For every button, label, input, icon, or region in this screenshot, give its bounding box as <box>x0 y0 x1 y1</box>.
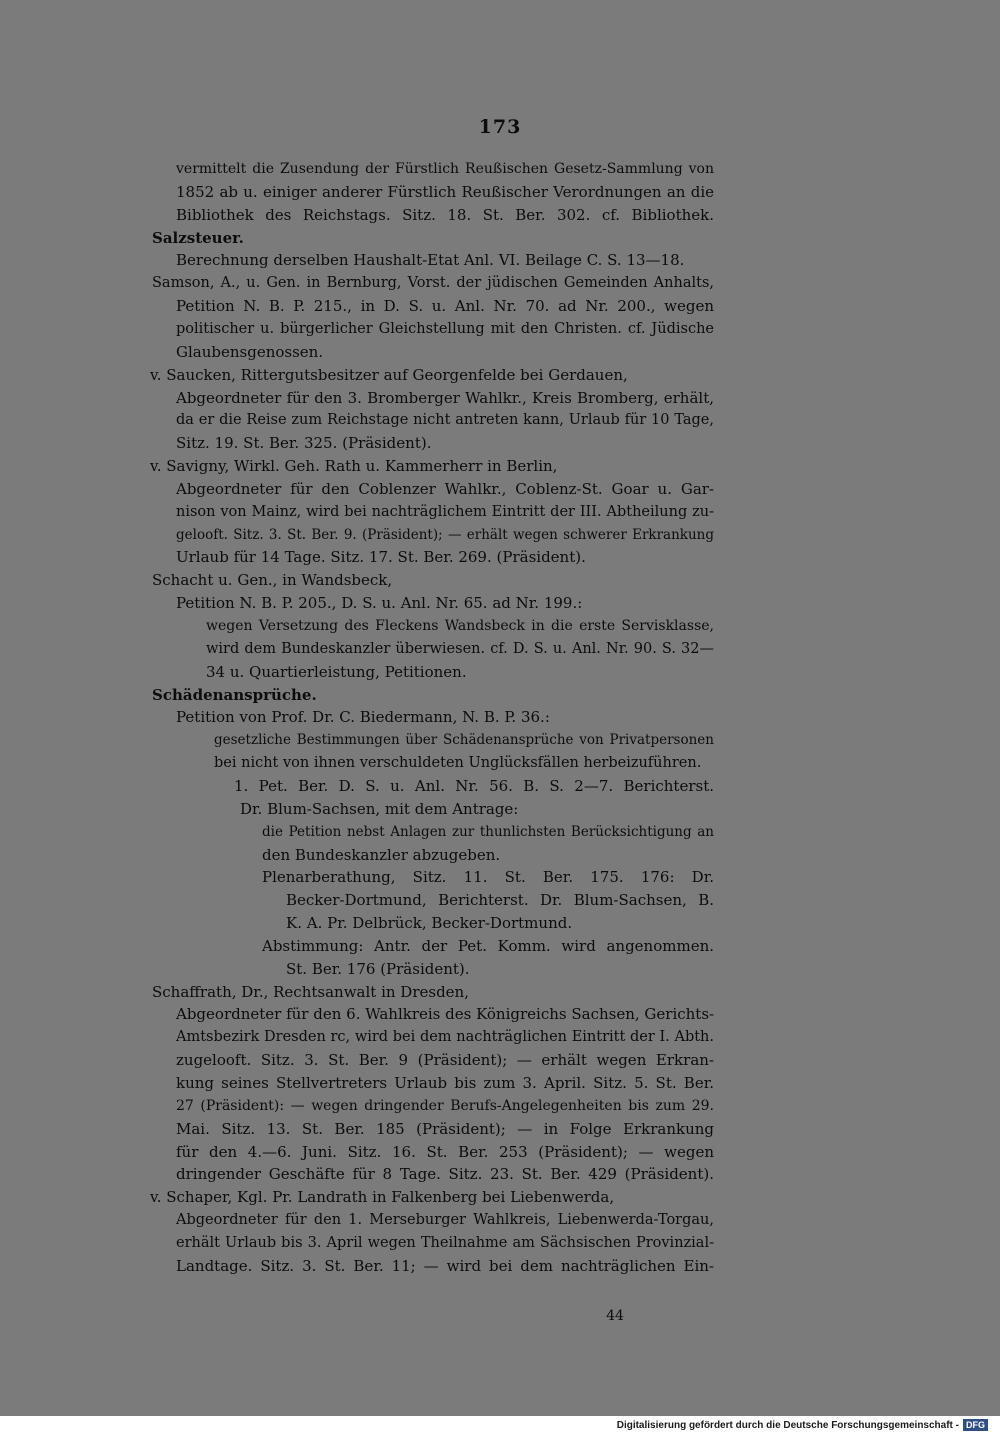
entry-heading: Schädenansprüche. <box>152 685 317 704</box>
text-line: gelooft. Sitz. 3. St. Ber. 9. (Präsident); — erhält wegen schwerer Erkrankung <box>176 526 714 543</box>
text-line: dringender Geschäfte für 8 Tage. Sitz. 23. St. Ber. 429 (Präsident). <box>176 1165 714 1184</box>
text-line: zugelooft. Sitz. 3. St. Ber. 9 (Präsident); — erhält wegen Erkran- <box>176 1051 714 1070</box>
text-line: Petition N. B. P. 215., in D. S. u. Anl. Nr. 70. ad Nr. 200., wegen <box>176 297 714 316</box>
text-line: Samson, A., u. Gen. in Bernburg, Vorst. der jüdischen Gemeinden Anhalts, <box>152 275 714 292</box>
text-line: bei nicht von ihnen verschuldeten Unglücksfällen herbeizuführen. <box>214 755 702 772</box>
text-line: kung seines Stellvertreters Urlaub bis zum 3. April. Sitz. 5. St. Ber. <box>176 1074 714 1092</box>
text-line: Becker-Dortmund, Berichterst. Dr. Blum-Sachsen, B. <box>286 891 714 910</box>
text-line: den Bundeskanzler abzugeben. <box>262 845 501 864</box>
text-line: Abgeordneter für den Coblenzer Wahlkr., Coblenz-St. Goar u. Gar- <box>176 479 714 498</box>
text-line: Abgeordneter für den 1. Merseburger Wahlkreis, Liebenwerda-Torgau, <box>176 1212 714 1229</box>
text-line: Berechnung derselben Haushalt-Etat Anl. VI. Beilage C. S. 13—18. <box>176 251 685 270</box>
text-line: Landtage. Sitz. 3. St. Ber. 11; — wird bei dem nachträglichen Ein- <box>176 1256 714 1275</box>
text-line: 1852 ab u. einiger anderer Fürstlich Reußischer Verordnungen an die <box>176 182 714 201</box>
text-line: v. Schaper, Kgl. Pr. Landrath in Falkenberg bei Liebenwerda, <box>150 1188 615 1207</box>
text-line: Bibliothek des Reichstags. Sitz. 18. St. Ber. 302. cf. Bibliothek. <box>176 205 714 224</box>
text-line: St. Ber. 176 (Präsident). <box>286 959 470 978</box>
text-line: Petition N. B. P. 205., D. S. u. Anl. Nr. 65. ad Nr. 199.: <box>176 594 583 613</box>
text-line: Mai. Sitz. 13. St. Ber. 185 (Präsident); — in Folge Erkrankung <box>176 1119 714 1138</box>
entry-heading: Salzsteuer. <box>152 228 244 247</box>
text-line: K. A. Pr. Delbrück, Becker-Dortmund. <box>286 914 573 933</box>
text-line: Plenarberathung, Sitz. 11. St. Ber. 175. 176: Dr. <box>262 868 714 887</box>
text-line: Abgeordneter für den 6. Wahlkreis des Königreichs Sachsen, Gerichts- <box>176 1005 714 1024</box>
dfg-logo-icon: DFG <box>963 1419 988 1431</box>
text-line: Abgeordneter für den 3. Bromberger Wahlkr., Kreis Bromberg, erhält, <box>176 388 714 407</box>
sheet-number: 44 <box>606 1308 624 1324</box>
text-line: wegen Versetzung des Fleckens Wandsbeck in die erste Servisklasse, <box>206 618 714 634</box>
credit-text: Digitalisierung gefördert durch die Deutsche Forschungsgemeinschaft - <box>616 1419 959 1431</box>
text-line: Glaubensgenossen. <box>176 342 324 361</box>
text-line: Schacht u. Gen., in Wandsbeck, <box>152 571 393 590</box>
digitization-credit <box>617 1419 988 1431</box>
text-line: v. Savigny, Wirkl. Geh. Rath u. Kammerherr in Berlin, <box>150 457 558 476</box>
text-line: politischer u. bürgerlicher Gleichstellung mit den Christen. cf. Jüdische <box>176 320 714 337</box>
page-number: 173 <box>478 116 522 138</box>
text-line: v. Saucken, Rittergutsbesitzer auf Georgenfelde bei Gerdauen, <box>150 365 628 384</box>
text-line: nison von Mainz, wird bei nachträglichem Eintritt der III. Abtheilung zu- <box>176 503 714 520</box>
text-line: gesetzliche Bestimmungen über Schädenansprüche von Privatpersonen <box>214 732 714 749</box>
text-line: Petition von Prof. Dr. C. Biedermann, N. B. P. 36.: <box>176 708 550 727</box>
text-line: Schaffrath, Dr., Rechtsanwalt in Dresden, <box>152 982 469 1001</box>
text-line: Sitz. 19. St. Ber. 325. (Präsident). <box>176 434 432 453</box>
text-line: Amtsbezirk Dresden rc, wird bei dem nachträglichen Eintritt der I. Abth. <box>176 1029 714 1046</box>
text-line: für den 4.—6. Juni. Sitz. 16. St. Ber. 253 (Präsident); — wegen <box>176 1142 714 1161</box>
text-line: 1. Pet. Ber. D. S. u. Anl. Nr. 56. B. S. 2—7. Berichterst. <box>234 776 714 795</box>
text-line: 34 u. Quartierleistung, Petitionen. <box>206 662 467 681</box>
text-line: Dr. Blum-Sachsen, mit dem Antrage: <box>240 799 519 818</box>
text-line: erhält Urlaub bis 3. April wegen Theilnahme am Sächsischen Provinzial- <box>176 1234 714 1251</box>
text-line: wird dem Bundeskanzler überwiesen. cf. D. S. u. Anl. Nr. 90. S. 32— <box>206 640 714 657</box>
text-line: Urlaub für 14 Tage. Sitz. 17. St. Ber. 269. (Präsident). <box>176 548 586 567</box>
text-line: vermittelt die Zusendung der Fürstlich Reußischen Gesetz-Sammlung von <box>176 161 714 177</box>
text-line: die Petition nebst Anlagen zur thunlichsten Berücksichtigung an <box>262 823 714 840</box>
text-line: 27 (Präsident): — wegen dringender Berufs-Angelegenheiten bis zum 29. <box>176 1097 714 1114</box>
text-line: Abstimmung: Antr. der Pet. Komm. wird angenommen. <box>262 936 714 955</box>
text-line: da er die Reise zum Reichstage nicht antreten kann, Urlaub für 10 Tage, <box>176 412 714 429</box>
